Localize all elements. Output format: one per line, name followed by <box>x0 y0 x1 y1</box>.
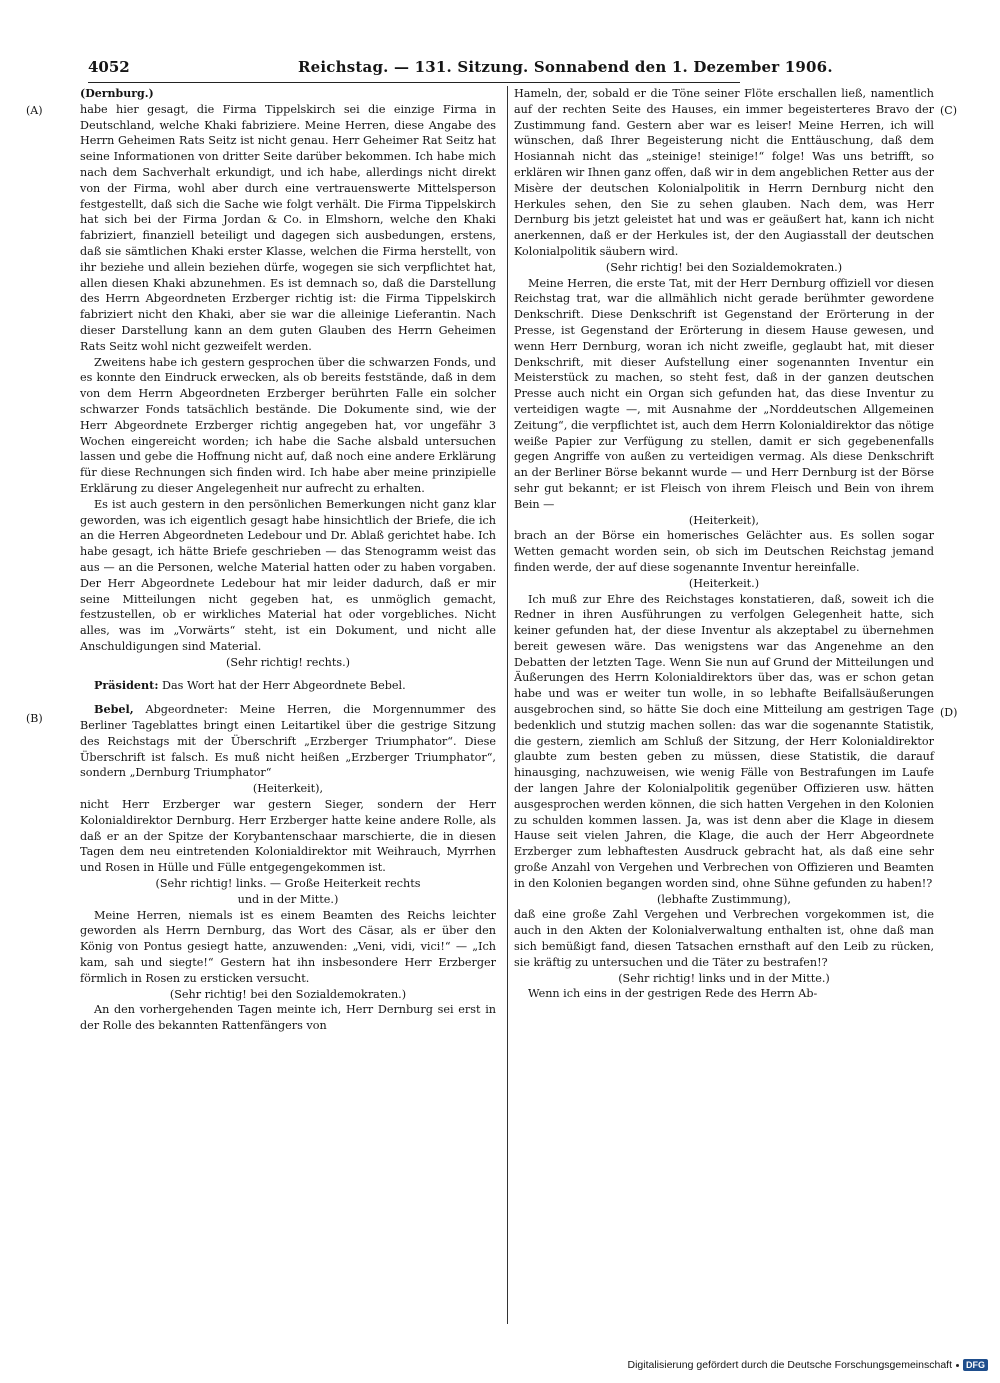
running-title: Reichstag. — 131. Sitzung. Sonnabend den 1. Dezember 1906. <box>298 58 833 76</box>
digitization-footer <box>627 1359 988 1371</box>
paragraph: Meine Herren, niemals ist es einem Beamten des Reichs leichter geworden als Herrn Dernburg, das Wort des Cäsar, als er über den König von Pontus gesiegt hatte, anzuwenden: „Veni, vidi, vici!“ — „Ich kam, sah und siegte!“ Gestern hat ihn insbesondere Herr Erzberger förmlich in Rosen zu ersticken versucht. <box>80 908 496 985</box>
paragraph: Es ist auch gestern in den persönlichen Bemerkungen nicht ganz klar geworden, was ich eigentlich gesagt habe hinsichtlich der Briefe, die ich an die Herren Abgeordneten Ledebour und Dr. Ablaß gerichtet habe. Ich habe gesagt, ich hätte Briefe geschrieben — das Stenogramm weist das aus — an die Personen, welche Material hatten oder zu haben vorgaben. Der Herr Abgeordnete Ledebour hat mir leider dadurch, daß er mir seine Mitteilungen nicht gegeben hat, es unmöglich gemacht, festzustellen, ob er wirkliches Material hat oder vorgebliches. Nicht alles, was im „Vorwärts“ steht, ist ein Dokument, und nicht alle Anschuldigungen sind Material. <box>80 497 496 653</box>
paragraph: An den vorhergehenden Tagen meinte ich, Herr Dernburg sei erst in der Rolle des bekannten Rattenfängers von <box>80 1003 496 1033</box>
margin-mark-c: (C) <box>940 104 957 117</box>
paragraph: Zweitens habe ich gestern gesprochen über die schwarzen Fonds, und es konnte den Eindruck erwecken, als ob bereits feststände, daß in dem von dem Herrn Abgeordneten Erzberger berührten Falle ein solcher schwarzer Fonds tatsächlich bestände. Die Dokumente sind, wie der Herr Abgeordnete Erzberger richtig angegeben hat, vor ungefähr 3 Wochen eingereicht worden; ich habe die Sache alsbald untersuchen lassen und gebe die Hoffnung nicht auf, daß noch eine andere Erklärung für diese Rechnungen sich finden wird. Ich habe aber meine prinzipielle Erklärung zu dieser Angelegenheit nur aufrecht zu erhalten. <box>80 355 496 495</box>
interjection: (Sehr richtig! links und in der Mitte.) <box>618 971 830 985</box>
right-column <box>514 86 934 1002</box>
interjection: (Heiterkeit), <box>688 513 760 527</box>
interjection: (Sehr richtig! links. — Große Heiterkeit rechts <box>155 877 421 891</box>
bullet-icon <box>956 1364 959 1367</box>
paragraph: brach an der Börse ein homerisches Gelächter aus. Es sollen sogar Wetten gemacht worden sein, ob sich im Deutschen Reichstag jemand finden werde, der auf diese sogenannte Inventur hereinfalle. <box>514 529 934 574</box>
speaker-tag: (Dernburg.) <box>80 87 154 100</box>
paragraph: Ich muß zur Ehre des Reichstages konstatieren, daß, soweit ich die Redner in ihren Ausführungen zu verfolgen Gelegenheit hatte, sich keiner gefunden hat, der diese Inventur als akzeptabel zu übernehmen bereit gewesen wäre. Das wenigstens war das Angenehme an den Debatten der letzten Tage. Wenn Sie nun auf Grund der Mitteilungen und Äußerungen des Herrn Kolonialdirektors über das, was er schon getan habe und was er weiter tun wolle, in so lebhafte Beifallsäußerungen ausgebrochen sind, so hätte Sie doch eine Mitteilung am gestrigen Tage bedenklich und stutzig machen sollen: das war die sogenannte Statistik, die gestern, ziemlich am Schluß der Sitzung, der Herr Kolonialdirektor glaubte zum besten geben zu müssen, diese Statistik, die darauf hinausging, nachzuweisen, wie wenig Fälle von Bestrafungen im Laufe der langen Jahre der Kolonialpolitik gegenüber Offizieren usw. hätten ausgesprochen werden können, die sich hatten Vergehen in den Kolonien zu schulden kommen lassen. Ja, was ist denn aber die Klage in diesem Hause seit vielen Jahren, die Klage, die auch der Herr Abgeordnete Erzberger zum lebhaftesten Ausdruck gebracht hat, als daß eine sehr große Anzahl von Vergehen und Verbrechen von Offizieren und Beamten in den Kolonien begangen worden sind, ohne Sühne gefunden zu haben!? <box>514 592 934 890</box>
paragraph: Hameln, der, sobald er die Töne seiner Flöte erschallen ließ, namentlich auf der rechten Seite des Hauses, ein immer begeisterteres Bravo der Zustimmung fand. Gestern aber war es leiser! Meine Herren, ich will wünschen, daß Ihrer Begeisterung nicht die Enttäuschung, daß dem Hosiannah nicht das „steinige! steinige!“ folge! Was uns betrifft, so erklären wir Ihnen ganz offen, daß wir in dem angeblichen Retter aus der Misère der deutschen Kolonialpolitik in Herrn Dernburg nicht den Herkules sehen, den Sie zu sehen glauben. Nach dem, was Herr Dernburg bis jetzt geleistet hat und was er geäußert hat, kann ich nicht anerkennen, daß er der Herkules ist, der den Augiasstall der deutschen Kolonialpolitik säubern wird. <box>514 87 935 258</box>
paragraph: Meine Herren, die erste Tat, mit der Herr Dernburg offiziell vor diesen Reichstag trat, war die allmählich nicht gerade berühmter gewordene Denkschrift. Diese Denkschrift ist Gegenstand der Erörterung in der Presse, ist Gegenstand der Erörterung in diesem Hause gewesen, und wenn Herr Dernburg, woran ich nicht zweifle, geglaubt hat, mit dieser Denkschrift, mit dieser Aufstellung einer sogenannten Inventur ein Meisterstück zu machen, so steht fest, daß in der ganzen deutschen Presse auch nicht ein Organ sich gefunden hat, das diese Inventur zu verteidigen wagte —, mit Ausnahme der „Norddeutschen Allgemeinen Zeitung“, die verpflichtet ist, auch dem Herrn Kolonialdirektor das nötige weiße Papier zur Verfügung zu stellen, damit er sich gegebenenfalls gegen Angriffe von außen zu verteidigen vermag. Als diese Denkschrift an der Berliner Börse bekannt wurde — und Herr Dernburg ist der Börse sehr gut bekannt; er ist Fleisch von ihrem Fleisch und Bein von ihrem Bein — <box>514 276 934 511</box>
speaker-president: Präsident: <box>94 678 159 693</box>
footer-text: Digitalisierung gefördert durch die Deutsche Forschungsgemeinschaft <box>627 1359 952 1371</box>
left-column <box>80 86 496 1034</box>
paragraph: Wenn ich eins in der gestrigen Rede des Herrn Ab- <box>528 987 818 1001</box>
paragraph: nicht Herr Erzberger war gestern Sieger, sondern der Herr Kolonialdirektor Dernburg. Herr Erzberger hatte keine andere Rolle, als daß er an der Spitze der Korybantenschaar marschierte, die in diesen Tagen dem neu eintretenden Kolonialdirektor mit Weihrauch, Myrrhen und Rosen in Hülle und Fülle entgegengekommen ist. <box>80 798 496 875</box>
margin-mark-d: (D) <box>940 706 958 719</box>
bebel-speech <box>80 702 496 781</box>
speaker-bebel: Bebel, <box>94 702 134 717</box>
margin-mark-a: (A) <box>26 104 43 117</box>
paragraph: habe hier gesagt, die Firma Tippelskirch sei die einzige Firma in Deutschland, welche Khaki fabriziere. Meine Herren, diese Angabe des Herrn Geheimen Rats Seitz ist nicht genau. Herr Geheimer Rat Seitz hat seine Informationen von dritter Seite darüber bekommen. Ich habe mich nach dem Sachverhalt erkundigt, und ich habe, allerdings nicht direkt von der Firma, wohl aber durch eine vertrauenswerte Mittelsperson festgestellt, daß sich die Sache wie folgt verhält. Die Firma Tippelskirch hat sich bei der Firma Jordan & Co. in Elmshorn, welche den Khaki fabriziert, finanziell beteiligt und dagegen sich ausbedungen, erstens, daß sie sämtlichen Khaki erster Klasse, welchen die Firma herstellt, von ihr beziehe und allein beziehen dürfe, wogegen sie sich verpflichtet hat, allen diesen Khaki abzunehmen. Es ist demnach so, daß die Darstellung des Herrn Abgeordneten Erzberger richtig ist: die Firma Tippelskirch fabriziert nicht den Khaki, aber sie war die alleinige Lieferantin. Nach dieser Darstellung kann an dem guten Glauben des Herrn Geheimen Rats Seitz wohl nicht gezweifelt werden. <box>80 102 496 353</box>
page-header <box>88 58 833 80</box>
page-number: 4052 <box>88 58 130 76</box>
header-rule <box>88 82 740 83</box>
interjection: (Sehr richtig! bei den Sozialdemokraten.) <box>605 260 843 274</box>
interjection: (Sehr richtig! rechts.) <box>225 655 351 669</box>
column-divider <box>507 86 508 1324</box>
president-statement <box>80 678 496 694</box>
interjection: und in der Mitte.) <box>237 892 339 906</box>
president-text: Das Wort hat der Herr Abgeordnete Bebel. <box>162 679 406 693</box>
dfg-logo: DFG <box>963 1359 988 1371</box>
interjection: (lebhafte Zustimmung), <box>657 892 791 906</box>
paragraph: daß eine große Zahl Vergehen und Verbrechen vorgekommen ist, die auch in den Akten der Kolonialverwaltung enthalten ist, ohne daß man sich bemüßigt fand, diesen Tatsachen ernsthaft auf den Leib zu rücken, sie kräftig zu untersuchen und die Täter zu bestrafen!? <box>514 908 934 969</box>
interjection: (Heiterkeit.) <box>688 576 760 590</box>
bebel-text: Abgeordneter: Meine Herren, die Morgennummer des Berliner Tageblattes bringt einen Leitartikel über die gestrige Sitzung des Reichstags mit der Überschrift „Erzberger Triumphator“. Diese Überschrift ist falsch. Es muß nicht heißen „Erzberger Triumphator“, sondern „Dernburg Triumphator“ <box>80 703 496 780</box>
margin-mark-b: (B) <box>26 712 43 725</box>
interjection: (Heiterkeit), <box>252 782 324 796</box>
interjection: (Sehr richtig! bei den Sozialdemokraten.) <box>169 987 407 1001</box>
